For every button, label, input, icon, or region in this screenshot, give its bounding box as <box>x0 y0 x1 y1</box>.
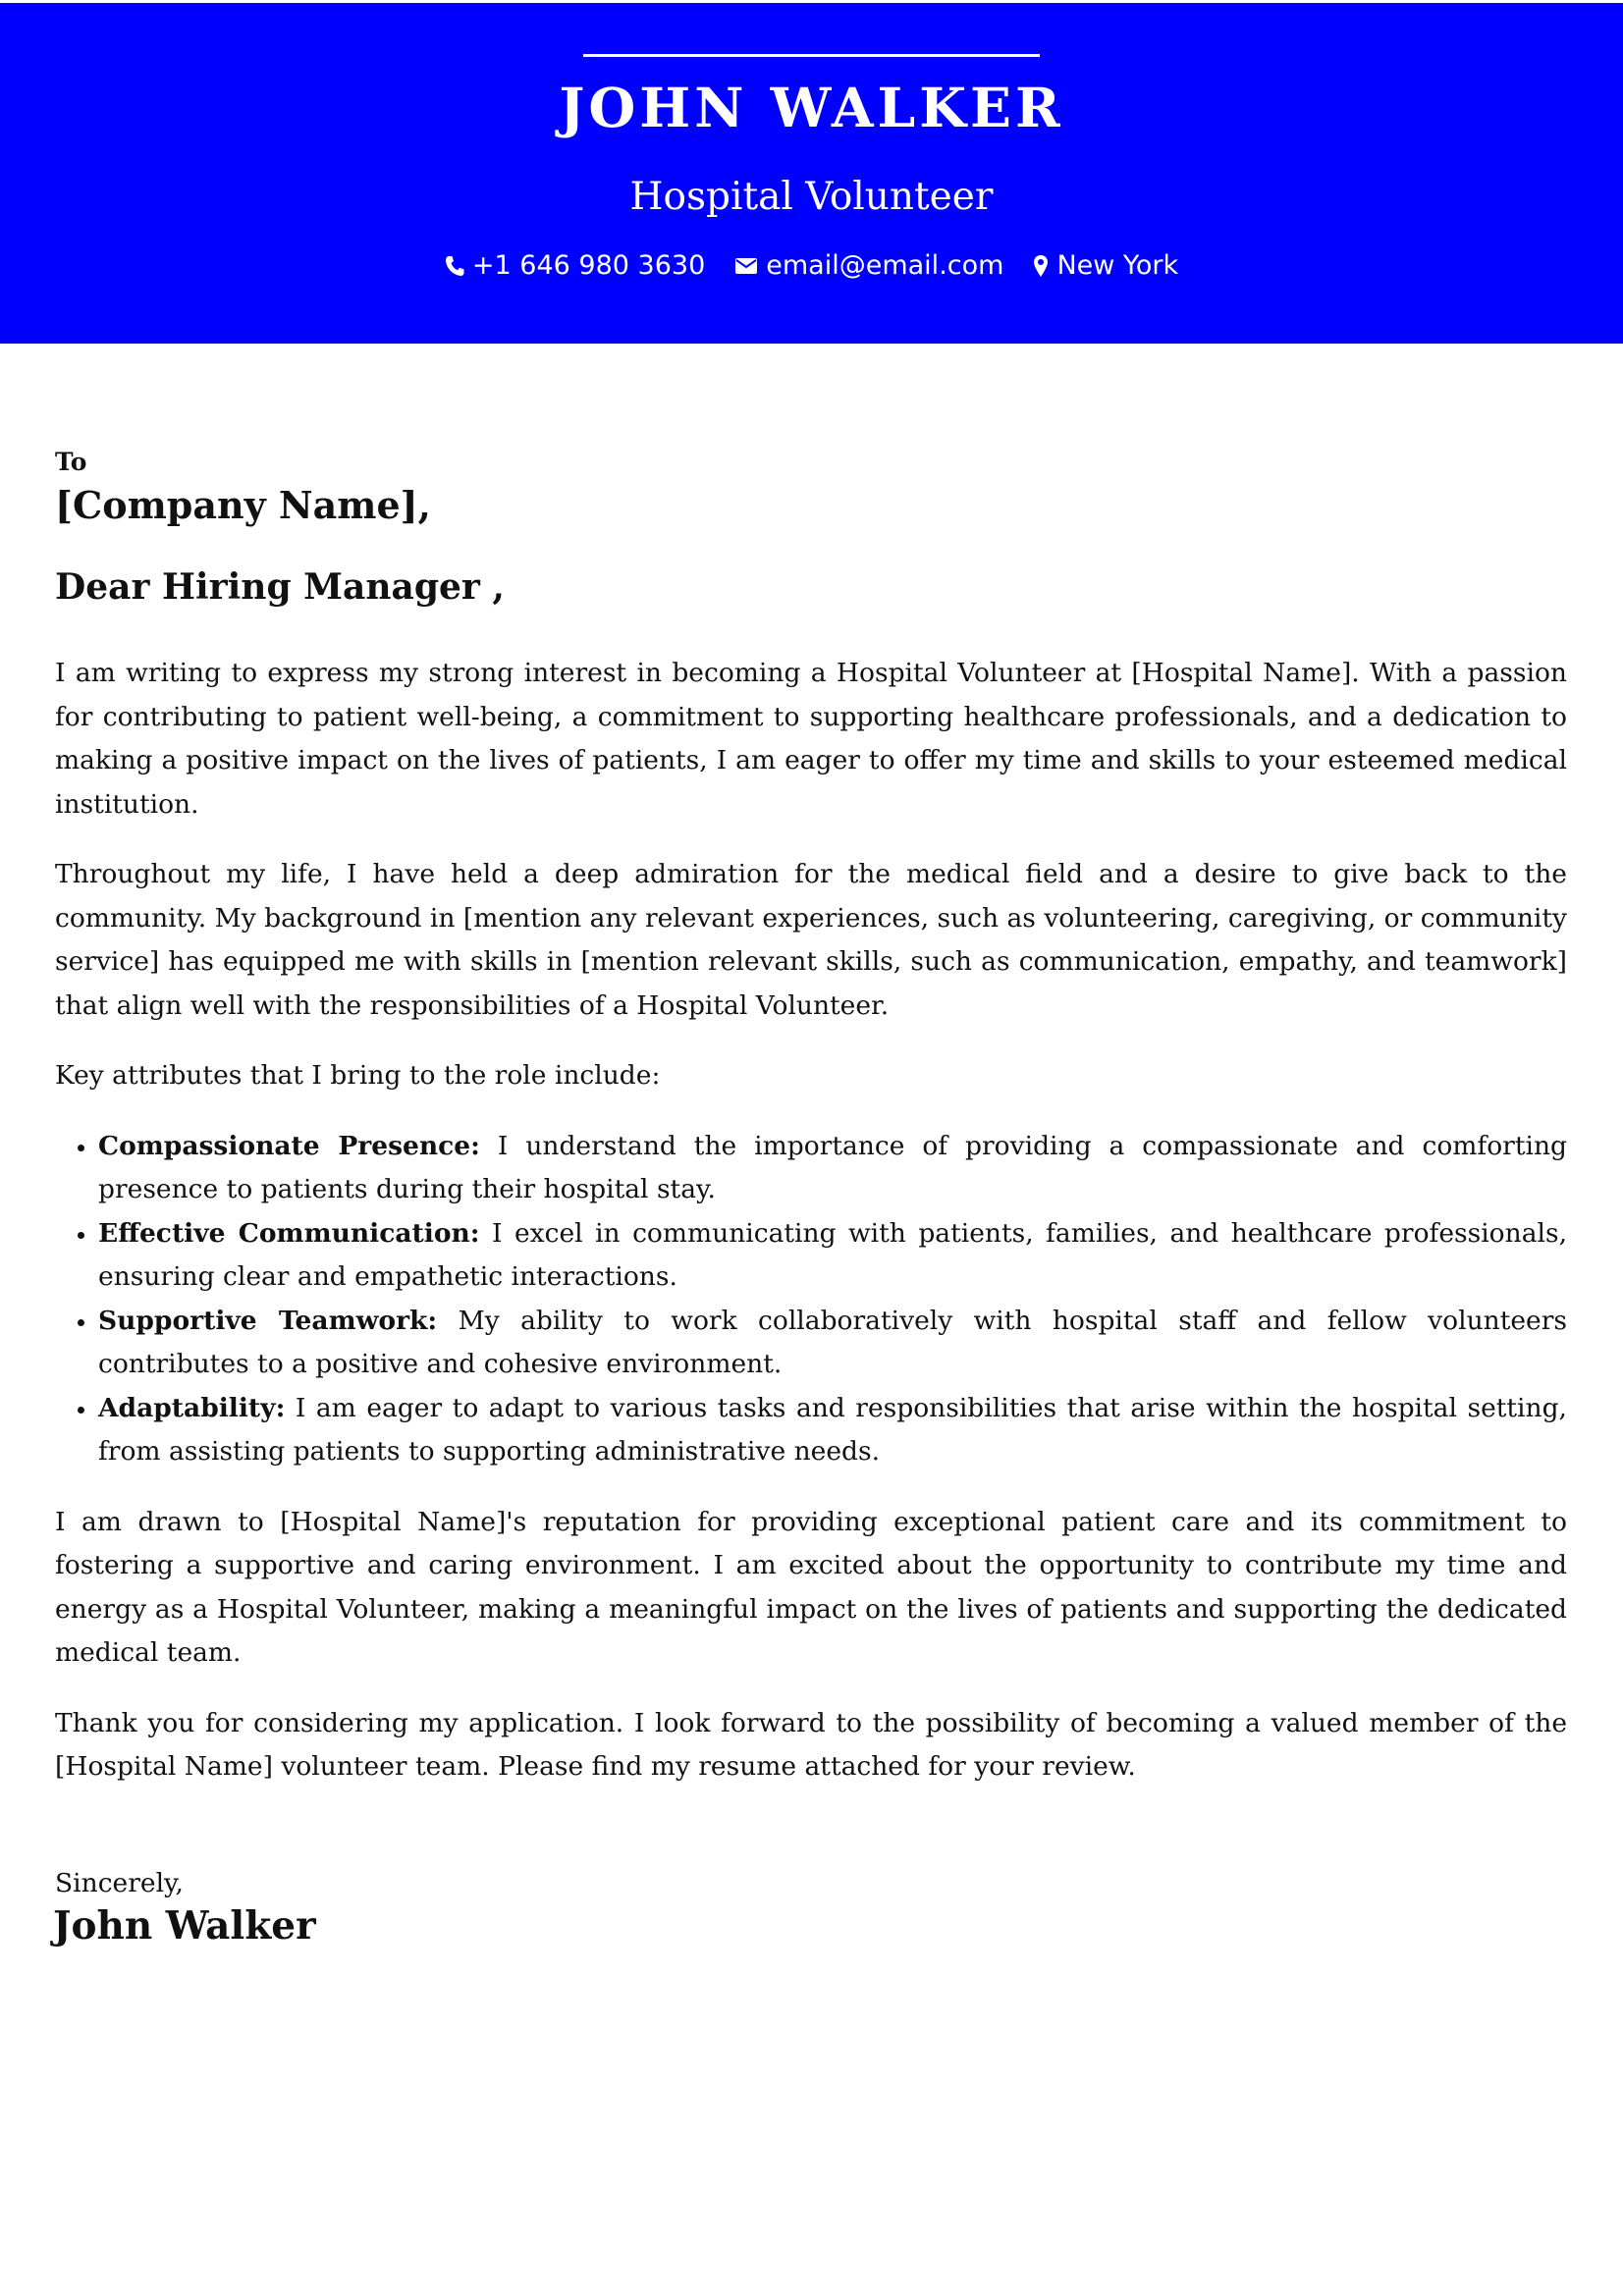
job-title: Hospital Volunteer <box>629 175 994 219</box>
company-name: [Company Name], <box>55 483 431 527</box>
attribute-text: I understand the importance of providing a compassionate and comforting presence to patients during their hospital stay. <box>98 1130 1567 1204</box>
salutation: Dear Hiring Manager , <box>55 566 505 608</box>
attribute-title: Adaptability: <box>98 1392 286 1423</box>
location-text: New York <box>1056 250 1179 281</box>
header-band <box>0 3 1623 344</box>
attribute-text: My ability to work collaboratively with hospital staff and fellow volunteers contributes to a positive and cohesive environment. <box>98 1305 1567 1379</box>
list-item <box>98 1212 1567 1300</box>
letter-content <box>55 652 1567 1789</box>
contact-email[interactable] <box>734 249 1003 283</box>
signoff: Sincerely, <box>55 1867 184 1898</box>
signature-name: John Walker <box>53 1902 316 1949</box>
map-marker-icon <box>1033 254 1049 278</box>
email-address: email@email.com <box>766 250 1004 281</box>
header-divider <box>583 54 1040 57</box>
applicant-name: JOHN WALKER <box>559 76 1064 139</box>
list-item <box>98 1125 1567 1212</box>
envelope-icon <box>734 256 758 276</box>
contact-row <box>0 249 1623 283</box>
to-label: To <box>55 448 87 476</box>
letter-body <box>55 442 1567 1950</box>
attributes-list <box>55 1125 1567 1474</box>
attribute-title: Effective Communication: <box>98 1217 480 1249</box>
paragraph: I am writing to express my strong interest in becoming a Hospital Volunteer at [Hospital Name]. With a passion for contributing to patient well-being, a commitment to supporting healthcare professionals, and a dedication to making a positive impact on the lives of patients, I am eager to offer my time and skills to your esteemed medical institution. <box>55 658 1567 820</box>
contact-phone[interactable] <box>445 249 705 283</box>
attribute-text: I am eager to adapt to various tasks and responsibilities that arise within the hospital setting, from assisting patients to supporting administrative needs. <box>98 1392 1567 1467</box>
paragraph: Throughout my life, I have held a deep admiration for the medical field and a desire to give back to the community. My background in [mention any relevant experiences, such as volunteering, caregiving, or community service] has equipped me with skills in [mention relevant skills, such as communication, empathy, and teamwork] that align well with the responsibilities of a Hospital Volunteer. <box>55 859 1567 1021</box>
attribute-title: Compassionate Presence: <box>98 1130 480 1161</box>
list-item <box>98 1300 1567 1387</box>
paragraph: Thank you for considering my application. I look forward to the possibility of becoming a valued member of the [Hospital Name] volunteer team. Please find my resume attached for your review. <box>55 1707 1567 1782</box>
attribute-title: Supportive Teamwork: <box>98 1305 438 1336</box>
attribute-text: I excel in communicating with patients, families, and healthcare professionals, ensuring clear and empathetic interactions. <box>98 1217 1568 1292</box>
phone-number: +1 646 980 3630 <box>471 250 706 281</box>
phone-icon <box>445 255 464 277</box>
paragraph: I am drawn to [Hospital Name]'s reputation for providing exceptional patient care and its commitment to fostering a supportive and caring environment. I am excited about the opportunity to contribute my time and energy as a Hospital Volunteer, making a meaningful impact on the lives of patients and supporting the dedicated medical team. <box>55 1506 1567 1668</box>
list-item <box>98 1387 1567 1474</box>
paragraph: Key attributes that I bring to the role include: <box>55 1060 661 1091</box>
contact-location <box>1033 249 1178 283</box>
